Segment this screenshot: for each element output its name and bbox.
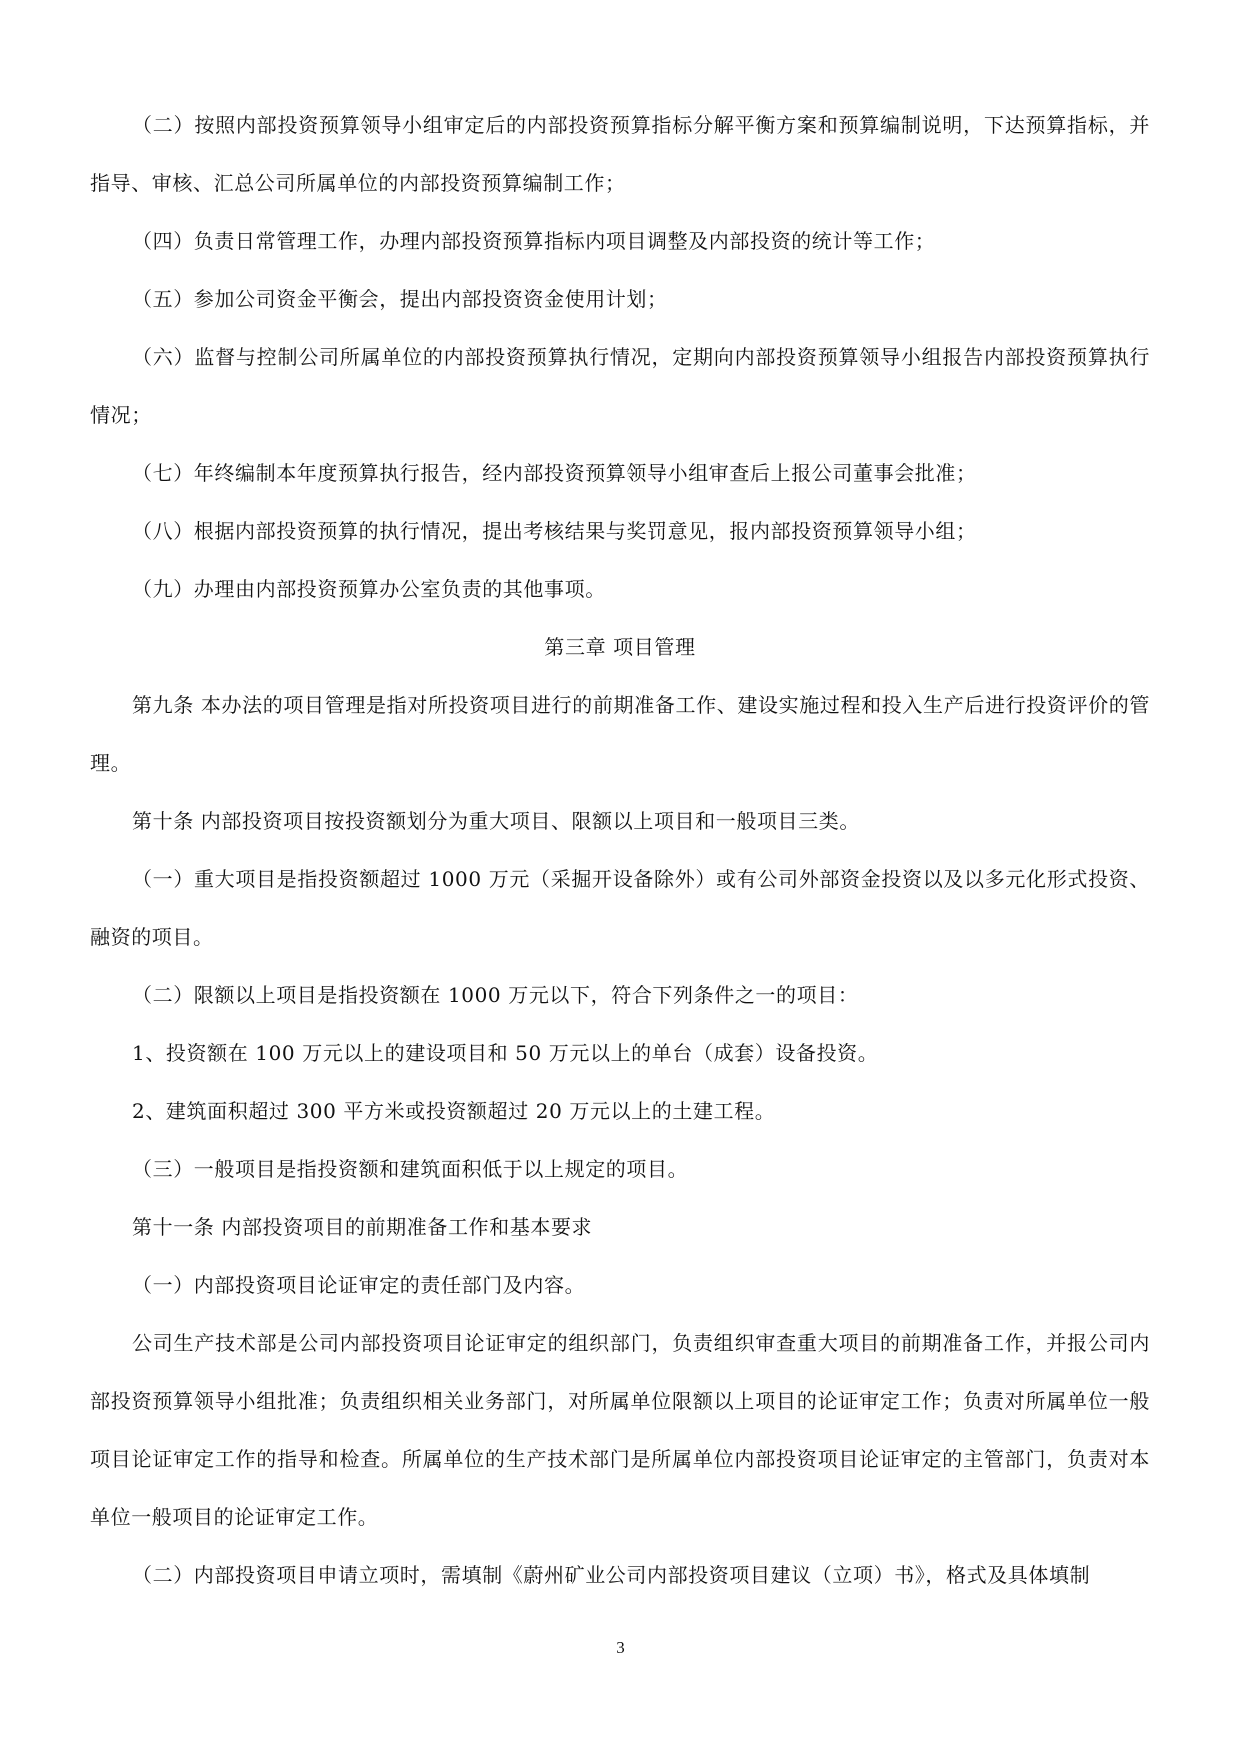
article-11-item-2: （二）内部投资项目申请立项时，需填制《蔚州矿业公司内部投资项目建议（立项）书》，格式及具体填制 xyxy=(132,1563,1091,1587)
chapter-heading: 第三章 项目管理 xyxy=(544,635,696,659)
article-11: 第十一条 内部投资项目的前期准备工作和基本要求 xyxy=(132,1215,593,1239)
condition-2: 2、建筑面积超过 300 平方米或投资额超过 20 万元以上的土建工程。 xyxy=(132,1099,776,1123)
article-10: 第十条 内部投资项目按投资额划分为重大项目、限额以上项目和一般项目三类。 xyxy=(132,809,860,833)
article-9: 第九条 本办法的项目管理是指对所投资项目进行的前期准备工作、建设实施过程和投入生产后进行投资评价的管理。 xyxy=(90,693,1150,775)
condition-1: 1、投资额在 100 万元以上的建设项目和 50 万元以上的单台（成套）设备投资。 xyxy=(132,1041,879,1065)
paragraph-item-9: （九）办理由内部投资预算办公室负责的其他事项。 xyxy=(132,577,606,601)
responsibility-paragraph: 公司生产技术部是公司内部投资项目论证审定的组织部门，负责组织审查重大项目的前期准备工作，并报公司内部投资预算领导小组批准；负责组织相关业务部门，对所属单位限额以上项目的论证审定工作；负责对所属单位一般项目论证审定工作的指导和检查。所属单位的生产技术部门是所属单位内部投资项目论证审定的主管部门，负责对本单位一般项目的论证审定工作。 xyxy=(90,1331,1150,1529)
paragraph-item-5: （五）参加公司资金平衡会，提出内部投资资金使用计划； xyxy=(132,287,668,311)
article-10-item-3: （三）一般项目是指投资额和建筑面积低于以上规定的项目。 xyxy=(132,1157,689,1181)
page-number: 3 xyxy=(616,1638,625,1657)
article-11-item-1: （一）内部投资项目论证审定的责任部门及内容。 xyxy=(132,1273,586,1297)
paragraph-item-2: （二）按照内部投资预算领导小组审定后的内部投资预算指标分解平衡方案和预算编制说明，下达预算指标，并指导、审核、汇总公司所属单位的内部投资预算编制工作； xyxy=(90,113,1150,195)
document-page xyxy=(90,96,1150,1604)
paragraph-item-7: （七）年终编制本年度预算执行报告，经内部投资预算领导小组审查后上报公司董事会批准； xyxy=(132,461,977,485)
paragraph-item-8: （八）根据内部投资预算的执行情况，提出考核结果与奖罚意见，报内部投资预算领导小组； xyxy=(132,519,977,543)
paragraph-item-4: （四）负责日常管理工作，办理内部投资预算指标内项目调整及内部投资的统计等工作； xyxy=(132,229,936,253)
article-10-item-2: （二）限额以上项目是指投资额在 1000 万元以下，符合下列条件之一的项目： xyxy=(132,983,859,1007)
article-10-item-1: （一）重大项目是指投资额超过 1000 万元（采掘开设备除外）或有公司外部资金投资以及以多元化形式投资、融资的项目。 xyxy=(90,867,1150,949)
paragraph-item-6: （六）监督与控制公司所属单位的内部投资预算执行情况，定期向内部投资预算领导小组报告内部投资预算执行情况； xyxy=(90,345,1150,427)
